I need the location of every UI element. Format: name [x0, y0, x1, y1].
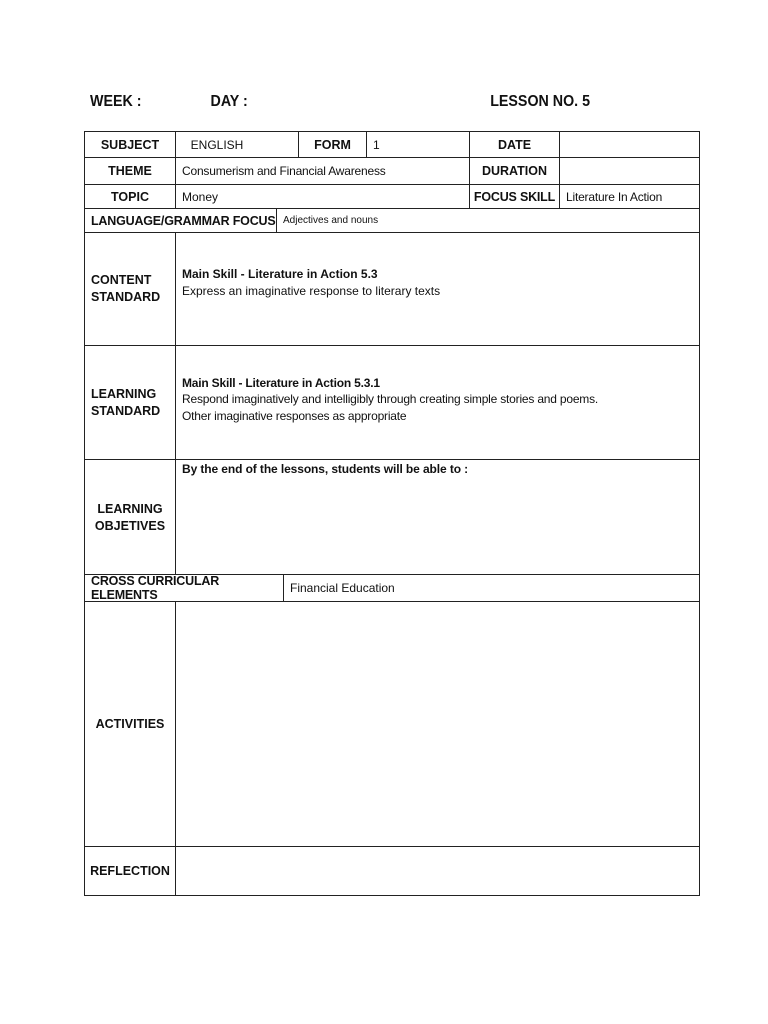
learning-standard-row [85, 346, 699, 460]
activities-label: ACTIVITIES [85, 602, 176, 846]
reflection-label: REFLECTION [85, 847, 176, 895]
lesson-number: LESSON NO. 5 [490, 93, 591, 110]
theme-row [85, 158, 699, 185]
content-standard-label-line1: CONTENT [91, 273, 152, 287]
content-standard-body [176, 233, 699, 345]
learning-standard-label-line2: STANDARD [91, 403, 161, 418]
theme-label: THEME [85, 158, 176, 184]
date-value [560, 132, 699, 157]
learning-standard-line1: Respond imaginatively and intelligibly through creating simple stories and poems. [182, 392, 599, 407]
content-standard-heading: Main Skill - Literature in Action 5.3 [182, 267, 378, 281]
learning-standard-body [176, 346, 699, 459]
cross-curricular-label: CROSS CURRICULAR ELEMENTS [85, 575, 284, 601]
subject-row [85, 132, 699, 158]
content-standard-label [85, 233, 176, 345]
topic-row [85, 185, 699, 209]
learning-standard-label-line1: LEARNING [91, 386, 157, 401]
day-label: DAY : [210, 93, 248, 110]
duration-value [560, 158, 699, 184]
language-focus-row [85, 209, 699, 233]
language-focus-value: Adjectives and nouns [283, 215, 379, 226]
focus-skill-label: FOCUS SKILL [470, 185, 560, 208]
content-standard-text: Express an imaginative response to literary texts [182, 284, 441, 298]
form-label: FORM [299, 132, 367, 157]
cross-curricular-row [85, 575, 699, 602]
learning-objectives-label [85, 460, 176, 574]
subject-value: ENGLISH [176, 132, 299, 157]
learning-standard-label [85, 346, 176, 459]
activities-row [85, 602, 699, 847]
date-label: DATE [470, 132, 560, 157]
learning-standard-line2: Other imaginative responses as appropriate [182, 408, 407, 423]
learning-objectives-row [85, 460, 699, 575]
theme-value: Consumerism and Financial Awareness [176, 158, 470, 184]
content-standard-row [85, 233, 699, 346]
cross-curricular-value: Financial Education [290, 581, 395, 595]
lesson-header [90, 93, 660, 115]
form-value: 1 [367, 132, 470, 157]
focus-skill-value: Literature In Action [566, 189, 663, 204]
learning-objectives-body [176, 460, 699, 574]
language-focus-label: LANGUAGE/GRAMMAR FOCUS [85, 209, 277, 232]
learning-standard-heading: Main Skill - Literature in Action 5.3.1 [182, 375, 380, 390]
learning-objectives-text: By the end of the lessons, students will be able to : [182, 462, 469, 476]
topic-value: Money [176, 185, 470, 208]
lesson-plan-table [84, 131, 700, 896]
duration-label: DURATION [470, 158, 560, 184]
topic-label: TOPIC [85, 185, 176, 208]
reflection-body [176, 847, 699, 895]
activities-body [176, 602, 699, 846]
subject-label: SUBJECT [85, 132, 176, 157]
content-standard-label-line2: STANDARD [91, 290, 161, 304]
week-label: WEEK : [90, 93, 142, 110]
reflection-row [85, 847, 699, 895]
learning-objectives-label-line2: OBJETIVES [94, 518, 166, 533]
learning-objectives-label-line1: LEARNING [97, 501, 163, 516]
